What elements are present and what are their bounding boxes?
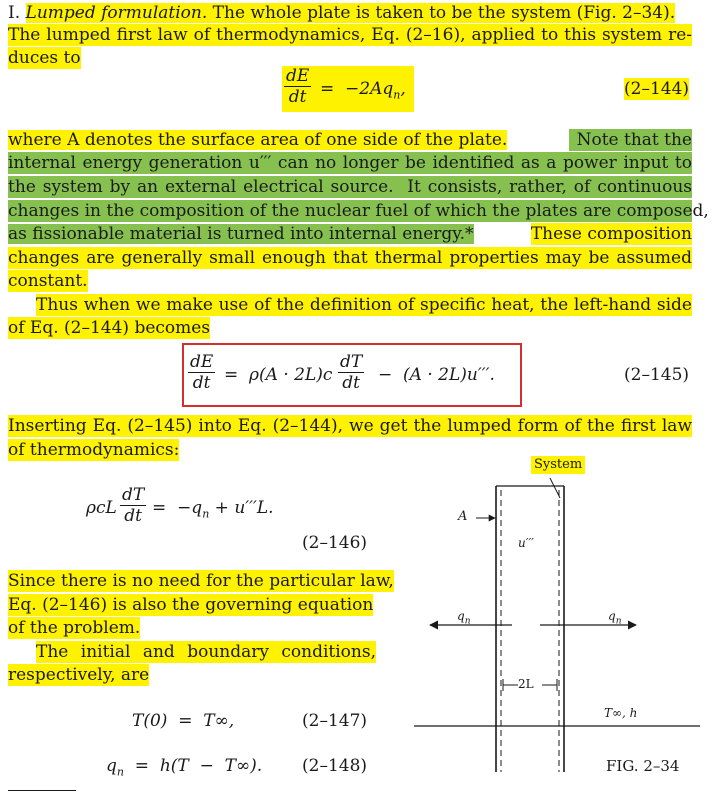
para5-line1: Since there is no need for the particular law, xyxy=(8,571,394,591)
footnote-rule xyxy=(8,790,76,791)
para5-line4: The initial and boundary conditions, xyxy=(36,642,376,662)
para2-line6: changes are generally small enough that thermal properties may be assumed xyxy=(8,248,692,268)
eq146-numerator: dT xyxy=(122,485,145,505)
fig-qn-right-sub: n xyxy=(615,616,622,627)
eq148-q: q xyxy=(106,756,117,776)
eq145-rhs-numerator: dT xyxy=(340,352,363,372)
para2-line1-a: where A denotes the surface area of one side of the plate. xyxy=(8,130,508,150)
eq144-numerator: dE xyxy=(286,66,310,86)
para2-line5-b: These composition xyxy=(530,224,692,244)
para1-line2: The lumped first law of thermodynamics, Eq. (2–16), applied to this system re- xyxy=(8,25,692,45)
para1-line1 xyxy=(8,2,675,24)
fig-env-label: T∞, h xyxy=(604,706,638,720)
para5-line5: respectively, are xyxy=(8,665,150,685)
section-title: Lumped formulation. xyxy=(25,3,208,23)
eq146-rhs xyxy=(152,497,274,525)
eq145-rhs-denominator: dt xyxy=(342,373,360,393)
para3-line1: Thus when we make use of the definition of specific heat, the left-hand side xyxy=(36,295,692,315)
para1-line1-text: The whole plate is taken to be the system (Fig. 2–34). xyxy=(207,3,676,23)
eq146-number: (2–146) xyxy=(302,533,368,553)
eq148-rest: = h(T − T∞). xyxy=(123,756,263,776)
para2-line1 xyxy=(8,129,692,151)
eq144-denominator: dt xyxy=(288,87,307,107)
fig-caption: FIG. 2–34 xyxy=(606,757,680,775)
para2-line2: internal energy generation u′′′ can no longer be identified as a power input to xyxy=(8,153,692,173)
system-leader xyxy=(550,478,560,498)
fig-qn-right-label xyxy=(608,608,621,629)
para2-line5-a: as fissionable material is turned into internal energy.* xyxy=(8,224,474,244)
eq146-lhs: ρcL xyxy=(86,498,117,518)
fig-qn-left-sub: n xyxy=(464,616,471,627)
eq145-lhs-fraction xyxy=(188,352,215,393)
section-number: I. xyxy=(8,3,26,23)
eq148-text xyxy=(106,755,262,783)
eq144-tail: , xyxy=(400,79,406,99)
fig-qn-right-text: q xyxy=(608,609,616,623)
para2-line3: the system by an external electrical source. It consists, rather, of continuous xyxy=(8,177,692,197)
eq146-tail: + u′′′L. xyxy=(209,498,274,518)
fig-u-label: u′′′ xyxy=(518,536,534,550)
eq145-mid: = ρ(A · 2L)c xyxy=(224,365,333,385)
eq144-number: (2–144) xyxy=(624,79,690,99)
eq145-lhs-numerator: dE xyxy=(190,352,214,372)
eq145-tail: − (A · 2L)u′′′. xyxy=(378,365,495,385)
eq144-subscript: n xyxy=(393,88,401,102)
fig-width-label: 2L xyxy=(518,677,534,691)
eq145-number: (2–145) xyxy=(624,365,690,385)
para2-line1-b: Note that the xyxy=(569,129,692,151)
eq144-rhs-text: = −2Aq xyxy=(320,79,394,99)
fig-2-34 xyxy=(400,450,710,795)
fig-qn-left-label xyxy=(457,608,470,629)
eq146-rhs-text: = −q xyxy=(152,498,203,518)
eq146-fraction xyxy=(120,485,146,526)
fig-system-label: System xyxy=(531,456,585,474)
para2-line5 xyxy=(8,223,692,245)
eq148-subscript: n xyxy=(116,765,124,779)
para5-line2: Eq. (2–146) is also the governing equation xyxy=(8,595,374,615)
para1-line3: duces to xyxy=(8,48,81,68)
eq144-rhs xyxy=(320,78,406,106)
para5-line3: of the problem. xyxy=(8,618,141,638)
eq145-rhs-fraction xyxy=(338,352,364,393)
para4-line1: Inserting Eq. (2–145) into Eq. (2–144), we get the lumped form of the first law xyxy=(8,416,692,436)
eq147-text: T(0) = T∞, xyxy=(132,711,235,731)
eq145-lhs-denominator: dt xyxy=(192,373,211,393)
eq148-number: (2–148) xyxy=(302,756,368,776)
para4-line2: of thermodynamics: xyxy=(8,440,180,460)
fig-area-label: A xyxy=(458,509,468,524)
eq147-number: (2–147) xyxy=(302,711,368,731)
fig-qn-left-text: q xyxy=(457,609,465,623)
eq146-subscript: n xyxy=(202,507,210,521)
para2-line4: changes in the composition of the nuclear fuel of which the plates are composed, xyxy=(8,201,709,221)
eq144-fraction xyxy=(284,66,311,107)
para3-line2: of Eq. (2–144) becomes xyxy=(8,318,211,338)
eq146-denominator: dt xyxy=(124,506,142,526)
para2-line7: constant. xyxy=(8,271,88,291)
